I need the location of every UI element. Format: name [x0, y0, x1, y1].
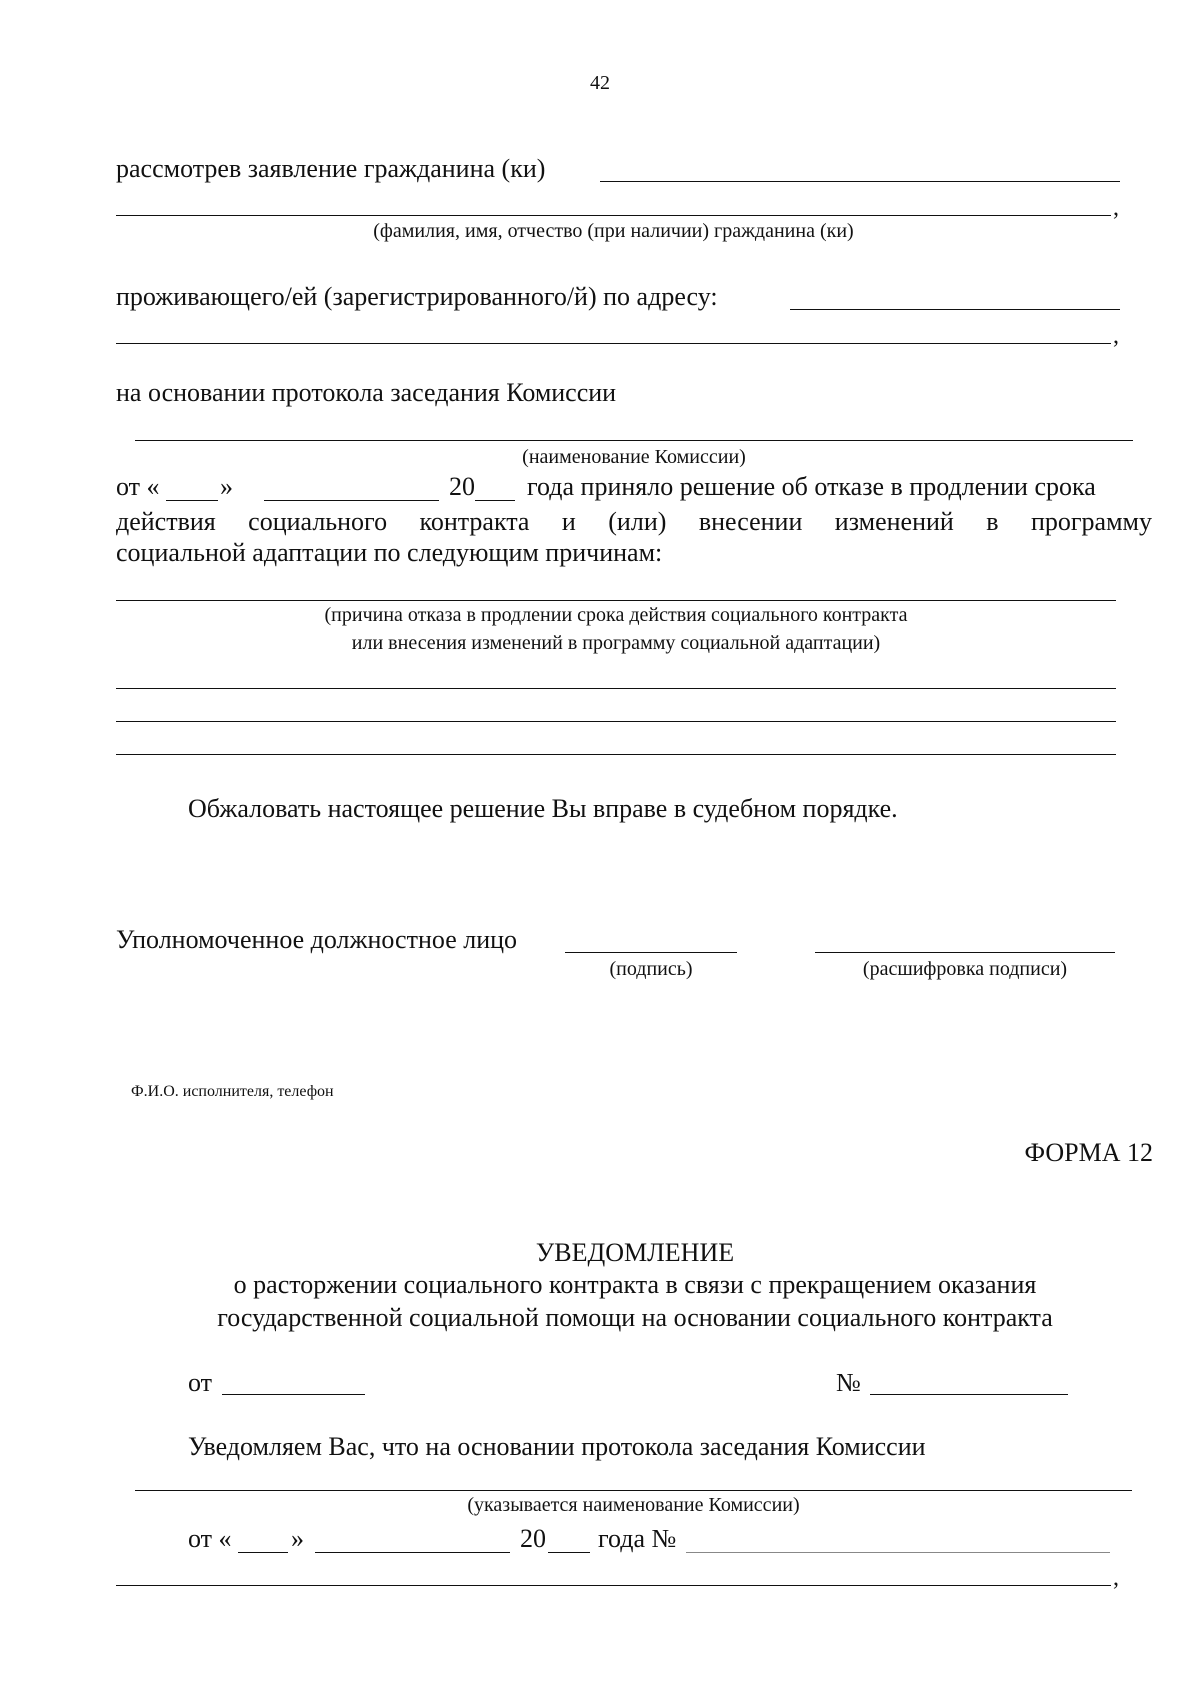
considering-label: рассмотрев заявление гражданина (ки): [116, 154, 546, 183]
page-number: 42: [590, 72, 610, 94]
decision-close-quote: »: [220, 472, 233, 501]
comma: ,: [1113, 1565, 1119, 1591]
executor-label: Ф.И.О. исполнителя, телефон: [131, 1083, 334, 1100]
address-label: проживающего/ей (зарегистрированного/й) по адресу:: [116, 282, 718, 311]
signature-decode-caption: (расшифровка подписи): [862, 958, 1068, 980]
comma: ,: [1113, 195, 1119, 221]
form-label: ФОРМА 12: [1024, 1138, 1153, 1167]
reason-line-4[interactable]: [116, 754, 1116, 755]
notice-year-field[interactable]: [548, 1552, 590, 1553]
notice-date-label: от: [188, 1368, 213, 1397]
notice-number-label: №: [836, 1368, 861, 1397]
signature-caption: (подпись): [609, 958, 693, 980]
notice-continuation-field[interactable]: [116, 1585, 1111, 1586]
commission-name-field[interactable]: [135, 440, 1133, 441]
official-label: Уполномоченное должностное лицо: [116, 925, 518, 954]
decision-line1-rest: года приняло решение об отказе в продлении срока: [527, 472, 1096, 501]
notice-month-field[interactable]: [315, 1552, 510, 1553]
notice-date-field[interactable]: [222, 1394, 365, 1395]
citizen-name-field[interactable]: [600, 181, 1120, 182]
notice-commission-caption: (указывается наименование Комиссии): [467, 1494, 800, 1516]
notice-year-prefix: 20: [520, 1524, 546, 1553]
notice-from: от «: [188, 1524, 232, 1553]
decision-from: от «: [116, 472, 160, 501]
notice-subtitle-2: государственной социальной помощи на основании социального контракта: [217, 1303, 1053, 1332]
reason-line-2[interactable]: [116, 688, 1116, 689]
commission-caption: (наименование Комиссии): [522, 446, 746, 468]
notice-protocol-number-field[interactable]: [686, 1552, 1110, 1553]
reason-caption-2: или внесения изменений в программу социальной адаптации): [351, 632, 881, 654]
citizen-name-field-cont[interactable]: [116, 215, 1111, 216]
notify-text: Уведомляем Вас, что на основании протокола заседания Комиссии: [188, 1432, 926, 1461]
notice-year-suffix: года №: [598, 1524, 677, 1553]
day-field[interactable]: [166, 500, 218, 501]
notice-number-field[interactable]: [870, 1394, 1068, 1395]
decision-line2: действия социального контракта и (или) внесении изменений в программу: [116, 507, 1152, 536]
appeal-text: Обжаловать настоящее решение Вы вправе в судебном порядке.: [188, 794, 898, 823]
comma: ,: [1113, 323, 1119, 349]
citizen-name-caption: (фамилия, имя, отчество (при наличии) гражданина (ки): [373, 220, 854, 242]
decision-year-prefix: 20: [449, 472, 475, 501]
notice-close-quote: »: [291, 1524, 304, 1553]
signature-field[interactable]: [565, 952, 737, 953]
reason-field[interactable]: [116, 600, 1116, 601]
year-field[interactable]: [475, 500, 515, 501]
address-field[interactable]: [790, 309, 1120, 310]
notice-day-field[interactable]: [238, 1552, 288, 1553]
notice-commission-field[interactable]: [135, 1490, 1132, 1491]
notice-subtitle-1: о расторжении социального контракта в связи с прекращением оказания: [233, 1270, 1037, 1299]
address-field-cont[interactable]: [116, 343, 1111, 344]
reason-caption-1: (причина отказа в продлении срока действия социального контракта: [324, 604, 908, 626]
protocol-label: на основании протокола заседания Комиссии: [116, 378, 617, 407]
month-field[interactable]: [264, 500, 439, 501]
signature-decode-field[interactable]: [815, 952, 1115, 953]
reason-line-3[interactable]: [116, 721, 1116, 722]
notice-title: УВЕДОМЛЕНИЕ: [535, 1238, 735, 1267]
decision-line3: социальной адаптации по следующим причинам:: [116, 538, 663, 567]
